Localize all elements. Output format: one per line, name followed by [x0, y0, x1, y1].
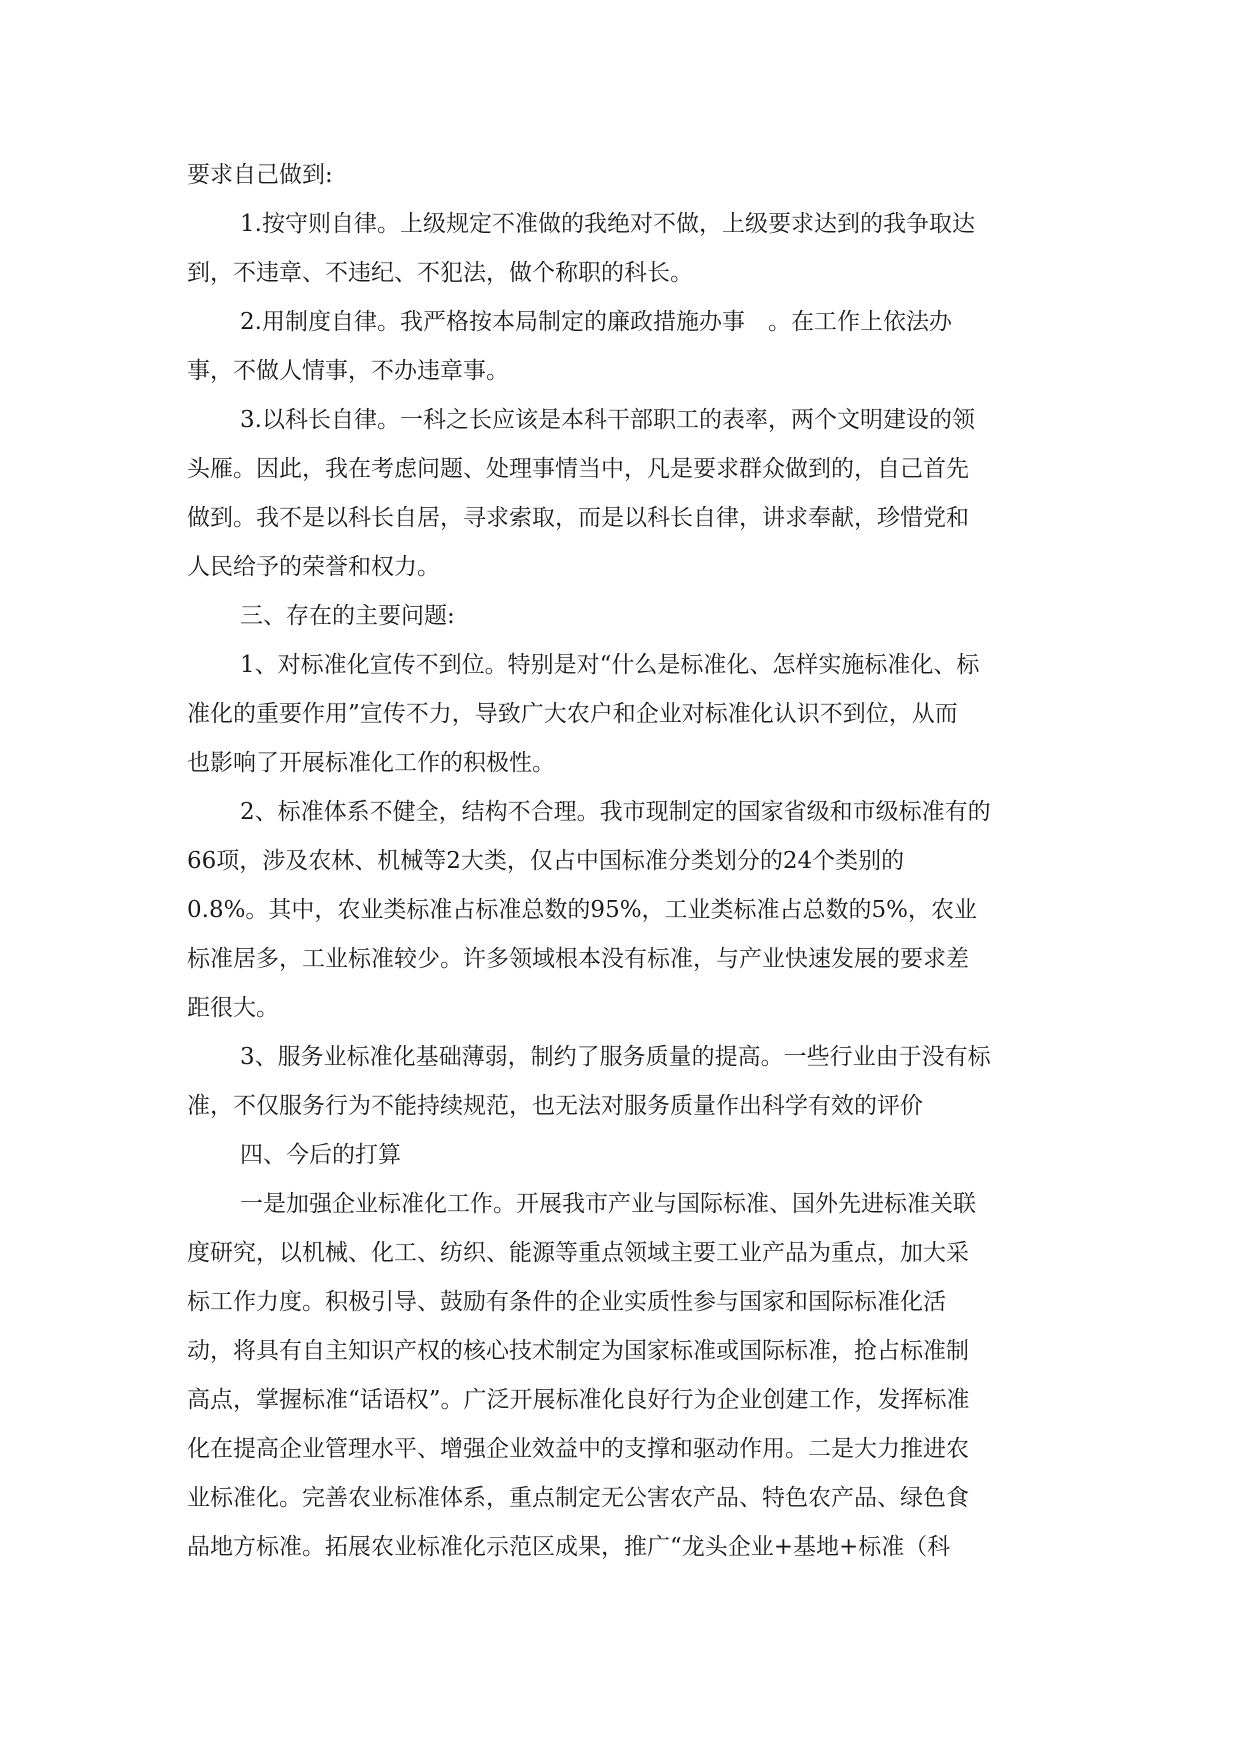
section-heading: 三、存在的主要问题: — [240, 603, 455, 629]
text-line: 也影响了开展标准化工作的积极性。 — [187, 750, 555, 776]
text-line: 66项，涉及农林、机械等2大类，仅占中国标准分类划分的24个类别的 — [187, 848, 905, 874]
text-line: 2.用制度自律。我严格按本局制定的廉政措施办事 。在工作上依法办 — [240, 309, 952, 335]
text-line: 要求自己做到: — [187, 162, 333, 188]
text-line: 1.按守则自律。上级规定不准做的我绝对不做，上级要求达到的我争取达 — [240, 211, 975, 237]
text-line: 3.以科长自律。一科之长应该是本科干部职工的表率，两个文明建设的领 — [240, 407, 975, 433]
text-line: 度研究，以机械、化工、纺织、能源等重点领域主要工业产品为重点，加大采 — [187, 1240, 969, 1266]
text-line: 2、标准体系不健全，结构不合理。我市现制定的国家省级和市级标准有的 — [240, 799, 991, 825]
text-line: 头雁。因此，我在考虑问题、处理事情当中，凡是要求群众做到的，自己首先 — [187, 456, 969, 482]
text-line: 化在提高企业管理水平、增强企业效益中的支撑和驱动作用。二是大力推进农 — [187, 1436, 969, 1462]
text-line: 一是加强企业标准化工作。开展我市产业与国际标准、国外先进标准关联 — [240, 1191, 976, 1217]
text-line: 标工作力度。积极引导、鼓励有条件的企业实质性参与国家和国际标准化活 — [187, 1289, 946, 1315]
section-heading: 四、今后的打算 — [240, 1142, 401, 1168]
text-line: 准化的重要作用”宣传不力，导致广大农户和企业对标准化认识不到位，从而 — [187, 701, 958, 727]
text-line: 1、对标准化宣传不到位。特别是对“什么是标准化、怎样实施标准化、标 — [240, 652, 980, 678]
text-line: 标准居多，工业标准较少。许多领域根本没有标准，与产业快速发展的要求差 — [187, 946, 969, 972]
text-line: 动，将具有自主知识产权的核心技术制定为国家标准或国际标准，抢占标准制 — [187, 1338, 969, 1364]
text-line: 准，不仅服务行为不能持续规范，也无法对服务质量作出科学有效的评价 — [187, 1093, 923, 1119]
text-line: 到，不违章、不违纪、不犯法，做个称职的科长。 — [187, 260, 693, 286]
text-line: 人民给予的荣誉和权力。 — [187, 554, 440, 580]
text-line: 品地方标准。拓展农业标准化示范区成果，推广“龙头企业+基地+标准（科 — [187, 1534, 951, 1560]
text-line: 3、服务业标准化基础薄弱，制约了服务质量的提高。一些行业由于没有标 — [240, 1044, 991, 1070]
text-line: 高点，掌握标准“话语权”。广泛开展标准化良好行为企业创建工作，发挥标准 — [187, 1387, 970, 1413]
text-line: 0.8%。其中，农业类标准占标准总数的95%，工业类标准占总数的5%，农业 — [187, 897, 978, 923]
text-line: 事，不做人情事，不办违章事。 — [187, 358, 509, 384]
text-line: 做到。我不是以科长自居，寻求索取，而是以科长自律，讲求奉献，珍惜党和 — [187, 505, 969, 531]
text-line: 业标准化。完善农业标准体系，重点制定无公害农产品、特色农产品、绿色食 — [187, 1485, 969, 1511]
text-line: 距很大。 — [187, 995, 279, 1021]
